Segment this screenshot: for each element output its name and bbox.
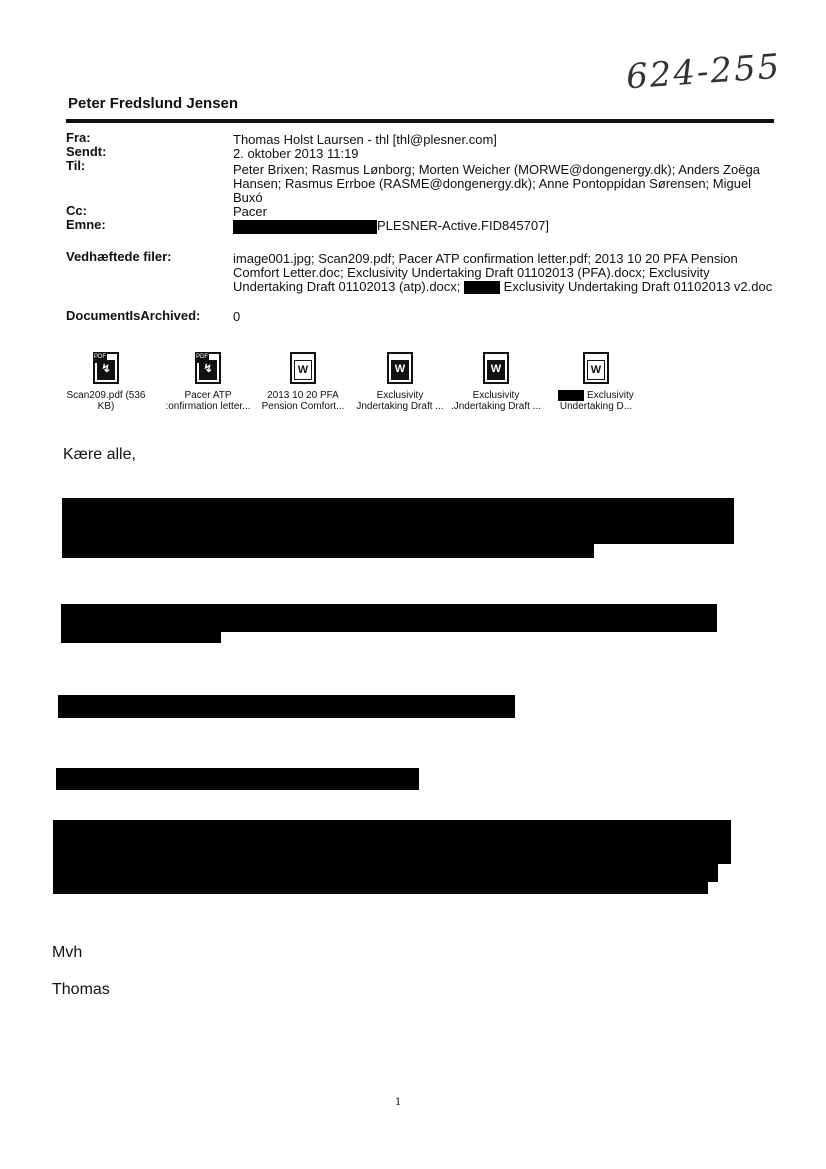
subject-row [233,219,773,234]
archived-label: DocumentIsArchived: [66,308,201,323]
attachment-label: Pacer ATP [184,390,232,401]
redaction-block [56,768,419,790]
attachment-label: Undertaking D... [559,401,633,413]
handwritten-note: 624-255 [624,46,783,98]
redaction-block [233,220,377,234]
from-label: Fra: [66,130,91,145]
redaction-block [53,878,708,894]
attachment-exclusivity-v2[interactable] [548,352,644,412]
header-divider [66,119,774,123]
attachment-label: KB) [97,401,115,412]
attachment-pacer-atp[interactable] [160,352,256,412]
to-value: Peter Brixen; Rasmus Lønborg; Morten Weicher (MORWE@dongenergy.dk); Anders Zoëga Hansen; Rasmus Errboe (RASME@dongenergy.dk); Anne Pontoppidan Sørensen; Miguel Buxó [233,162,760,205]
cc-label: Cc: [66,203,87,218]
redaction-block [58,695,515,718]
attachment-exclusivity-pfa[interactable] [352,352,448,412]
attachment-exclusivity-atp[interactable] [448,352,544,412]
redaction-block [464,281,500,294]
word-docx-icon: W [483,352,509,384]
subject-label: Emne: [66,217,106,232]
signature: Thomas [52,981,110,998]
word-doc-icon: W [583,352,609,384]
redaction-block [558,390,584,401]
attachment-label: Jndertaking Draft ... [356,401,444,412]
mailbox-owner-name: Peter Fredslund Jensen [68,95,239,112]
attachment-pfa-comfort[interactable] [255,352,351,412]
greeting: Kære alle, [63,446,136,463]
attachment-label: :onfirmation letter... [165,401,251,412]
attachments-list: image001.jpg; Scan209.pdf; Pacer ATP confirmation letter.pdf; 2013 10 20 PFA Pension Comfort Letter.doc; Exclusivity Undertaking Draft 01102013 (PFA).docx; Exclusivity Undertaking Draft 01102013 (atp).docx; [233,251,738,294]
redaction-block [53,820,731,864]
to-label: Til: [66,158,86,173]
word-doc-icon: W [290,352,316,384]
attachment-label: Pension Comfort... [261,401,345,412]
cc-value: Pacer [233,204,267,219]
archived-value: 0 [233,309,241,324]
word-docx-icon: W [387,352,413,384]
page-number: 1 [395,1097,402,1108]
from-value: Thomas Holst Laursen - thl [thl@plesner.com] [233,132,497,147]
sent-value: 2. oktober 2013 11:19 [233,146,359,161]
attachment-scan209[interactable] [58,352,154,412]
subject-value: PLESNER-Active.FID845707] [377,218,549,233]
attachments-label: Vedhæftede filer: [66,249,172,264]
attachment-label: Exclusivity [548,390,644,401]
attachment-label: Exclusivity [472,390,520,401]
redaction-block [61,626,221,643]
attachment-label: 2013 10 20 PFA [267,390,339,401]
closing: Mvh [52,944,83,961]
redaction-block [62,498,734,544]
attachment-label: Scan209.pdf (536 [66,390,146,401]
attachments-list-tail: Exclusivity Undertaking Draft 01102013 v2.doc [503,279,773,294]
attachments-value [233,252,773,294]
redaction-block [62,540,594,558]
pdf-icon: PDF ↯ [93,352,119,384]
attachment-label: .Jndertaking Draft ... [450,401,542,412]
sent-label: Sendt: [66,144,107,159]
pdf-icon: PDF ↯ [195,352,221,384]
attachment-label: Exclusivity [376,390,424,401]
